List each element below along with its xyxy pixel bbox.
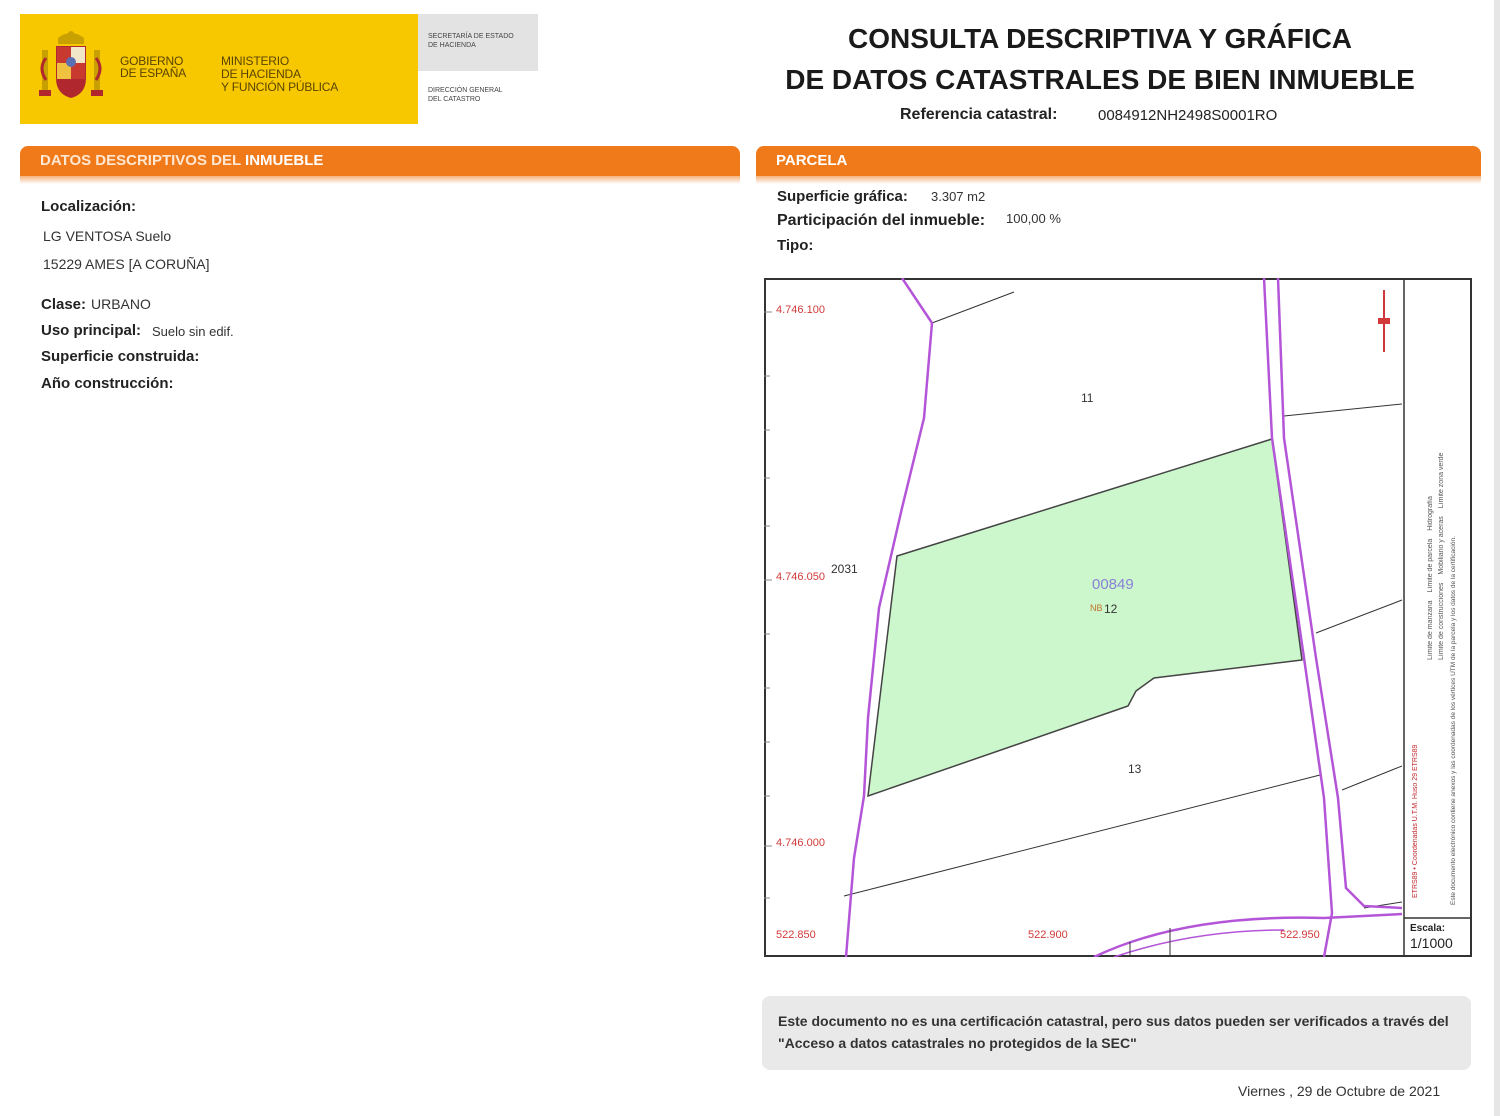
clase-value: URBANO <box>91 296 151 312</box>
parcel-line <box>844 775 1320 896</box>
descriptivos-bar-shadow <box>20 176 740 184</box>
document-date: Viernes , 29 de Octubre de 2021 <box>1238 1083 1441 1099</box>
y-coord-label: 4.746.000 <box>776 837 825 849</box>
localizacion-line1: LG VENTOSA Suelo <box>43 228 172 244</box>
descriptivos-bar-prefix: DATOS DESCRIPTIVOS DEL <box>40 152 246 169</box>
legend-item: Límite de parcela <box>1427 538 1434 593</box>
parcel-number: 11 <box>1081 391 1094 405</box>
parcela-bar-shadow <box>756 176 1481 184</box>
parcel-sub-prefix: NB <box>1090 603 1103 613</box>
axis-ticks <box>764 312 772 898</box>
boundary-line <box>1278 278 1402 908</box>
uso-principal-value: Suelo sin edif. <box>152 324 234 339</box>
gobierno-text: GOBIERNO DE ESPAÑA <box>120 54 186 80</box>
parcel-polygon <box>868 439 1302 796</box>
document-title: CONSULTA DESCRIPTIVA Y GRÁFICA DE DATOS CATASTRALES DE BIEN INMUEBLE <box>785 23 1415 95</box>
tipo-label: Tipo: <box>777 237 814 254</box>
x-coord-label: 522.950 <box>1280 929 1320 941</box>
notice-box: Este documento no es una certificación catastral, pero sus datos pueden ser verificados a través del "Acceso a datos catastrales no protegidos de la SEC" <box>762 996 1471 1070</box>
ministerio-text: MINISTERIO DE HACIENDA Y FUNCIÓN PÚBLICA <box>221 54 339 94</box>
referencia-value: 0084912NH2498S0001RO <box>1098 107 1278 124</box>
legend-item: Límite de manzana <box>1427 600 1434 660</box>
parcel-number: 2031 <box>831 562 858 576</box>
boundary-line <box>1094 914 1402 957</box>
legend-title: ETRS89 • Coordenadas U.T.M. Huso 29 ETRS89 <box>1412 744 1419 898</box>
uso-principal-label: Uso principal: <box>41 322 142 339</box>
parcel-id-label: 00849 <box>1092 576 1134 593</box>
anio-construccion-label: Año construcción: <box>41 375 174 392</box>
scale-value: 1/1000 <box>1410 935 1453 951</box>
localizacion-label: Localización: <box>41 198 137 215</box>
parcel-line <box>932 292 1014 323</box>
parcel-line <box>1342 766 1402 790</box>
parcela-section-bar <box>756 146 1481 176</box>
parcel-line <box>1316 600 1402 633</box>
superficie-construida-label: Superficie construida: <box>41 348 200 365</box>
legend-item: Límite de construcciones <box>1438 582 1445 660</box>
superficie-grafica-value: 3.307 m2 <box>931 189 986 204</box>
parcel-sub-label: 12 <box>1104 602 1118 616</box>
parcel-map-drawing <box>764 278 1472 957</box>
legend-item: Mobiliario y aceras <box>1438 516 1445 575</box>
scale-label: Escala: <box>1410 923 1446 934</box>
direccion-text: DIRECCIÓN GENERAL DEL CATASTRO <box>428 87 503 103</box>
boundary-line <box>1114 930 1284 957</box>
parcel-line <box>1284 404 1402 416</box>
clase-label: Clase: <box>41 296 87 313</box>
y-coord-label: 4.746.100 <box>776 304 825 316</box>
y-coord-label: 4.746.050 <box>776 571 825 583</box>
x-coord-label: 522.900 <box>1028 929 1068 941</box>
parcela-bar-label: PARCELA <box>776 152 848 169</box>
secretaria-text: SECRETARÍA DE ESTADO DE HACIENDA <box>428 33 514 49</box>
legend-note: Este documento electrónico contiene anexos y las coordenadas de los vértices UTM de la parcela y los datos de la certificación. <box>1450 536 1457 905</box>
participacion-label: Participación del inmueble: <box>777 212 986 229</box>
x-coord-label: 522.850 <box>776 929 816 941</box>
localizacion-line2: 15229 AMES [A CORUÑA] <box>43 256 210 272</box>
referencia-label: Referencia catastral: <box>900 106 1058 123</box>
north-arrow-icon <box>1378 290 1390 352</box>
participacion-value: 100,00 % <box>1006 211 1061 226</box>
coat-of-arms-icon <box>36 28 106 108</box>
superficie-grafica-label: Superficie gráfica: <box>777 188 908 205</box>
parcel-number: 13 <box>1128 762 1142 776</box>
descriptivos-bar-highlight: INMUEBLE <box>245 152 324 169</box>
legend-items-row2 <box>1438 300 1450 660</box>
legend-item: Límite zona verde <box>1438 452 1445 509</box>
descriptivos-section-bar <box>20 146 740 176</box>
legend-item: Hidrografía <box>1427 496 1434 531</box>
